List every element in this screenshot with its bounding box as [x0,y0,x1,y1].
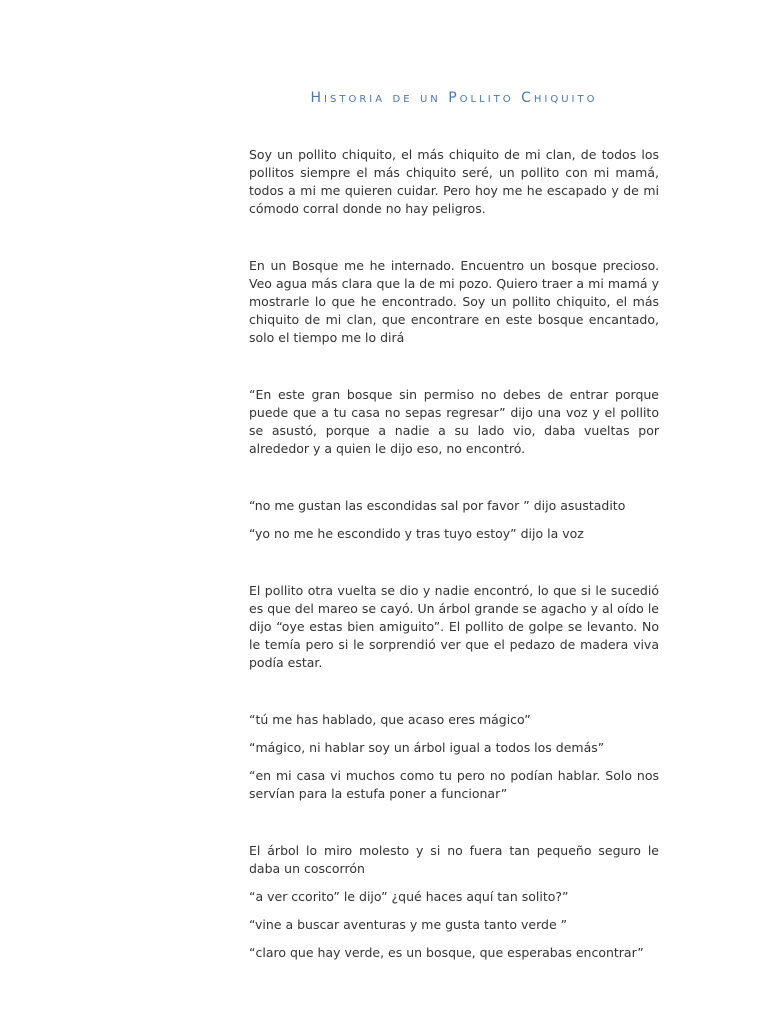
paragraph-11: “a ver ccorito” le dijo” ¿qué haces aquí tan solito?” [249,889,569,904]
paragraph-7: “tú me has hablado, que acaso eres mágico” [249,712,531,727]
paragraph-6: El pollito otra vuelta se dio y nadie encontró, lo que si le sucedió es que del mareo se cayó. Un árbol grande se agacho y al oído le dijo “oye estas bien amiguito”. El pollito de golpe se levanto. No le temía pero si le sorprendió ver que el pedazo de madera viva podía estar. [249,583,659,670]
paragraph-5: “yo no me he escondido y tras tuyo estoy” dijo la voz [249,526,584,541]
document-body [249,146,659,962]
paragraph-10: El árbol lo miro molesto y si no fuera tan pequeño seguro le daba un coscorrón [249,843,659,876]
paragraph-8: “mágico, ni hablar soy un árbol igual a todos los demás” [249,740,605,755]
paragraph-2: En un Bosque me he internado. Encuentro un bosque precioso. Veo agua más clara que la de mi pozo. Quiero traer a mi mamá y mostrarle lo que he encontrado. Soy un pollito chiquito, el más chiquito de mi clan, que encontrare en este bosque encantado, solo el tiempo me lo dirá [249,258,659,345]
paragraph-4: “no me gustan las escondidas sal por favor ” dijo asustadito [249,498,626,513]
paragraph-9: “en mi casa vi muchos como tu pero no podían hablar. Solo nos servían para la estufa poner a funcionar” [249,768,659,801]
paragraph-12: “vine a buscar aventuras y me gusta tanto verde ” [249,917,568,932]
paragraph-3: “En este gran bosque sin permiso no debes de entrar porque puede que a tu casa no sepas regresar” dijo una voz y el pollito se asustó, porque a nadie a su lado vio, daba vueltas por alrededor y a quien le dijo eso, no encontró. [249,387,659,456]
document-title: Historia de un Pollito Chiquito [310,90,598,106]
paragraph-13: “claro que hay verde, es un bosque, que esperabas encontrar” [249,945,644,960]
paragraph-1: Soy un pollito chiquito, el más chiquito de mi clan, de todos los pollitos siempre el más chiquito seré, un pollito con mi mamá, todos a mi me quieren cuidar. Pero hoy me he escapado y de mi cómodo corral donde no hay peligros. [249,147,659,216]
